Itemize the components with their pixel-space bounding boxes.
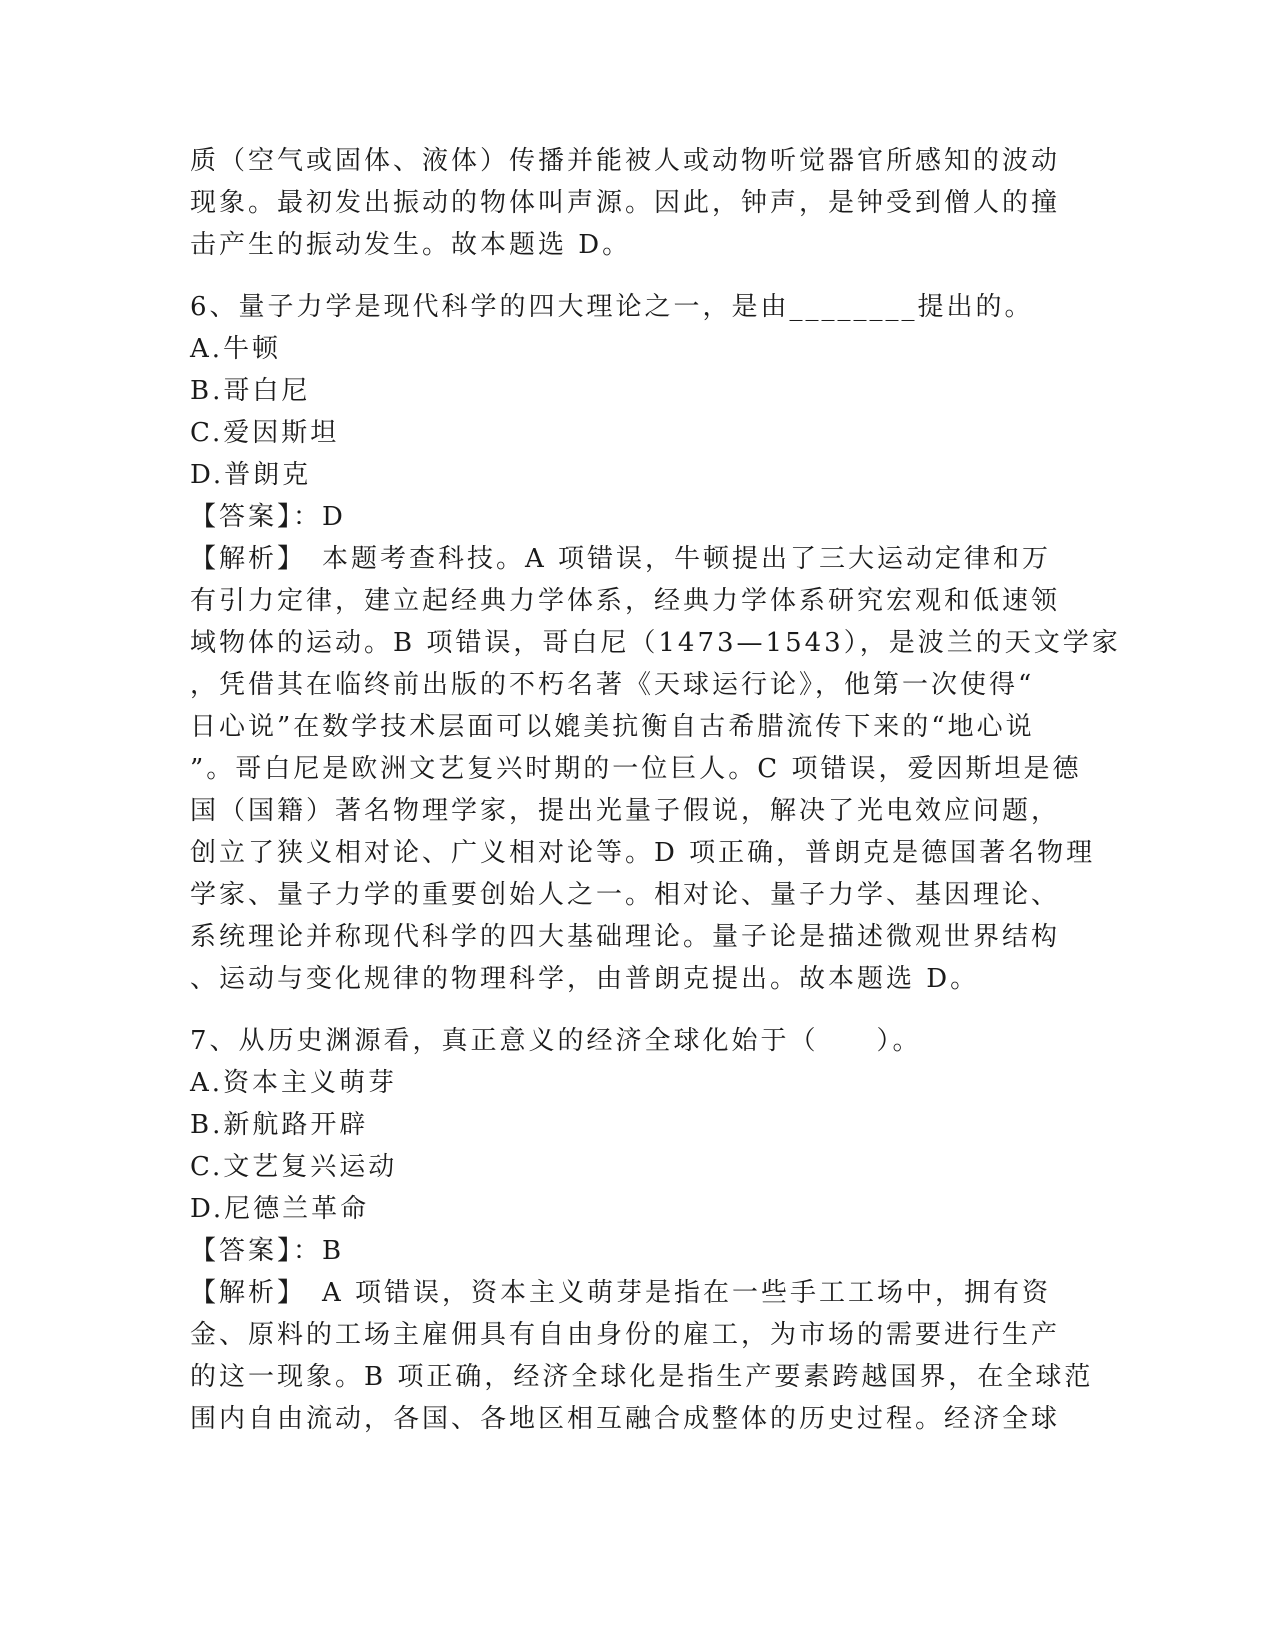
question-7-option-c: C.文艺复兴运动 bbox=[190, 1152, 398, 1182]
text-line: 质（空气或固体、液体）传播并能被人或动物听觉器官所感知的波动 bbox=[190, 146, 1061, 176]
question-6-analysis: 【解析】 本题考查科技。A 项错误，牛顿提出了三大运动定律和万 bbox=[190, 544, 1052, 574]
question-7-option-d: D.尼德兰革命 bbox=[190, 1194, 370, 1224]
question-7-option-b: B.新航路开辟 bbox=[190, 1110, 369, 1140]
question-6-option-b: B.哥白尼 bbox=[190, 376, 311, 406]
text-line: 日心说”在数学技术层面可以媲美抗衡自古希腊流传下来的“地心说 bbox=[190, 712, 1035, 742]
text-line: 有引力定律，建立起经典力学体系，经典力学体系研究宏观和低速领 bbox=[190, 586, 1061, 616]
text-line: 现象。最初发出振动的物体叫声源。因此，钟声，是钟受到僧人的撞 bbox=[190, 188, 1061, 218]
question-6-option-a: A.牛顿 bbox=[190, 334, 282, 364]
text-line: 域物体的运动。B 项错误，哥白尼（1473—1543），是波兰的天文学家 bbox=[190, 628, 1121, 658]
question-6-option-c: C.爱因斯坦 bbox=[190, 418, 340, 448]
text-line: 击产生的振动发生。故本题选 D。 bbox=[190, 230, 632, 260]
question-6-stem: 6、量子力学是现代科学的四大理论之一，是由________提出的。 bbox=[190, 292, 1034, 322]
text-line: 创立了狭义相对论、广义相对论等。D 项正确，普朗克是德国著名物理 bbox=[190, 838, 1096, 868]
text-line: 的这一现象。B 项正确，经济全球化是指生产要素跨越国界，在全球范 bbox=[190, 1362, 1094, 1392]
text-line: 系统理论并称现代科学的四大基础理论。量子论是描述微观世界结构 bbox=[190, 922, 1061, 952]
text-line: 国（国籍）著名物理学家，提出光量子假说，解决了光电效应问题， bbox=[190, 796, 1061, 826]
question-7-option-a: A.资本主义萌芽 bbox=[190, 1068, 398, 1098]
text-line: 围内自由流动，各国、各地区相互融合成整体的历史过程。经济全球 bbox=[190, 1404, 1061, 1434]
text-line: 、运动与变化规律的物理科学，由普朗克提出。故本题选 D。 bbox=[190, 964, 980, 994]
text-line: ”。哥白尼是欧洲文艺复兴时期的一位巨人。C 项错误，爱因斯坦是德 bbox=[190, 754, 1082, 784]
text-line: 金、原料的工场主雇佣具有自由身份的雇工，为市场的需要进行生产 bbox=[190, 1320, 1061, 1350]
text-line: ，凭借其在临终前出版的不朽名著《天球运行论》，他第一次使得“ bbox=[190, 670, 1035, 700]
question-7-stem: 7、从历史渊源看，真正意义的经济全球化始于（ ）。 bbox=[190, 1026, 922, 1056]
text-line: 学家、量子力学的重要创始人之一。相对论、量子力学、基因理论、 bbox=[190, 880, 1061, 910]
question-7-answer: 【答案】：B bbox=[190, 1236, 345, 1266]
question-7-analysis: 【解析】 A 项错误，资本主义萌芽是指在一些手工工场中，拥有资 bbox=[190, 1278, 1052, 1308]
question-6-answer: 【答案】：D bbox=[190, 502, 346, 532]
question-6-option-d: D.普朗克 bbox=[190, 460, 312, 490]
